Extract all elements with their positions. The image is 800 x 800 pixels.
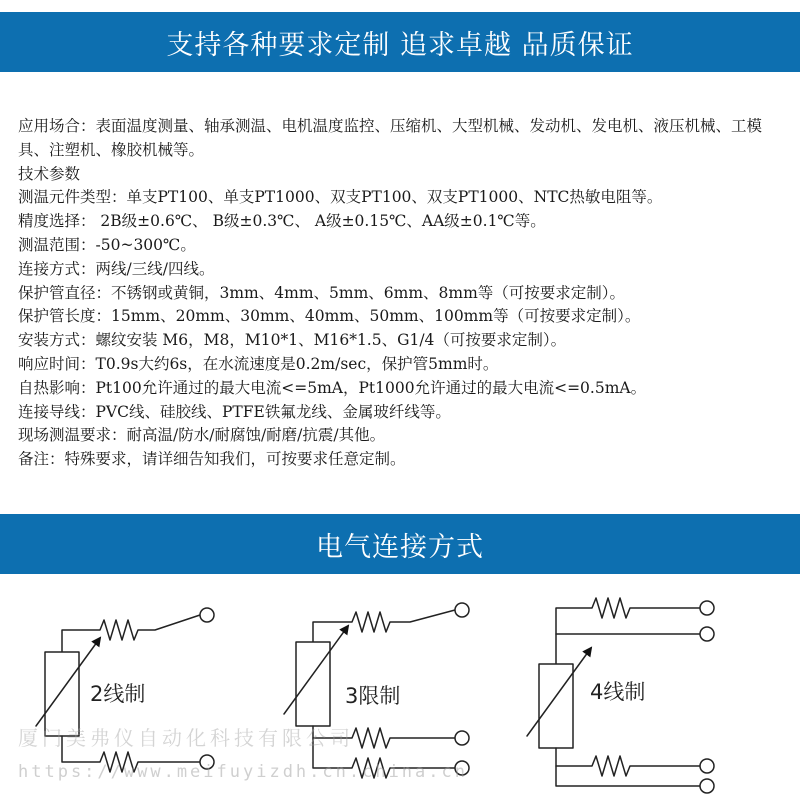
four-wire-terminal-4 <box>700 779 714 793</box>
two-wire-label: 2线制 <box>90 682 146 706</box>
four-wire-terminal-1 <box>700 601 714 615</box>
spec-self-heating: 自热影响：Pt100允许通过的最大电流<=5mA，Pt1000允许通过的最大电流<=0.5mA。 <box>18 378 647 397</box>
four-wire-rtd-element <box>539 664 573 748</box>
spec-response-time: 响应时间：T0.9s大约6s，在水流速度是0.2m/sec，保护管5mm时。 <box>18 354 499 373</box>
two-wire-top-lead <box>62 615 200 652</box>
top-banner <box>0 12 800 72</box>
four-wire-terminal-2 <box>700 627 714 641</box>
four-wire-bottom-lead-1 <box>556 748 700 776</box>
spec-tube-length: 保护管长度：15mm、20mm、30mm、40mm、50mm、100mm等（可按要求定制）。 <box>18 307 641 326</box>
spec-list <box>18 115 788 472</box>
spec-element-type: 测温元件类型：单支PT100、单支PT1000、双支PT100、双支PT1000、NTC热敏电阻等。 <box>18 188 663 207</box>
three-wire-label: 3限制 <box>345 684 401 708</box>
three-wire-mid-terminal <box>455 731 469 745</box>
spec-wire: 连接导线：PVC线、硅胶线、PTFE铁氟龙线、金属玻纤线等。 <box>18 402 451 421</box>
banner-title: 支持各种要求定制 追求卓越 品质保证 <box>166 29 634 61</box>
section-title: 电气连接方式 <box>316 531 484 563</box>
spec-connection: 连接方式：两线/三线/四线。 <box>18 259 215 278</box>
four-wire-terminal-3 <box>700 759 714 773</box>
url-watermark: https://www.meifuyizdh.cn.china.cn <box>18 762 468 782</box>
spec-site-requirements: 现场测温要求：耐高温/防水/耐腐蚀/耐磨/抗震/其他。 <box>18 426 386 445</box>
three-wire-top-lead <box>313 610 455 642</box>
spec-accuracy: 精度选择： 2B级±0.6℃、 B级±0.3℃、 A级±0.15℃、AA级±0.1℃等。 <box>18 212 546 231</box>
company-watermark: 厦门美弗仪自动化科技有限公司 <box>18 726 354 750</box>
spec-remark: 备注：特殊要求，请详细告知我们，可按要求任意定制。 <box>18 450 406 469</box>
spec-installation: 安装方式：螺纹安装 M6，M8，M10*1、M16*1.5、G1/4（可按要求定制）。 <box>18 331 567 350</box>
spec-tech-heading: 技术参数 <box>18 164 81 183</box>
four-wire-top-lead-1 <box>556 598 700 664</box>
three-wire-top-terminal <box>455 603 469 617</box>
four-wire-label: 4线制 <box>590 680 646 704</box>
section-banner <box>0 514 800 574</box>
spec-range: 测温范围：-50~300℃。 <box>18 235 196 254</box>
two-wire-top-terminal <box>200 608 214 622</box>
spec-application: 应用场合：表面温度测量、轴承测温、电机温度监控、压缩机、大型机械、发动机、发电机、液压机械、工模具、注塑机、橡胶机械等。 <box>18 117 763 159</box>
three-wire-rtd-element <box>296 642 330 726</box>
spec-tube-diameter: 保护管直径：不锈钢或黄铜，3mm、4mm、5mm、6mm、8mm等（可按要求定制）。 <box>18 283 626 302</box>
